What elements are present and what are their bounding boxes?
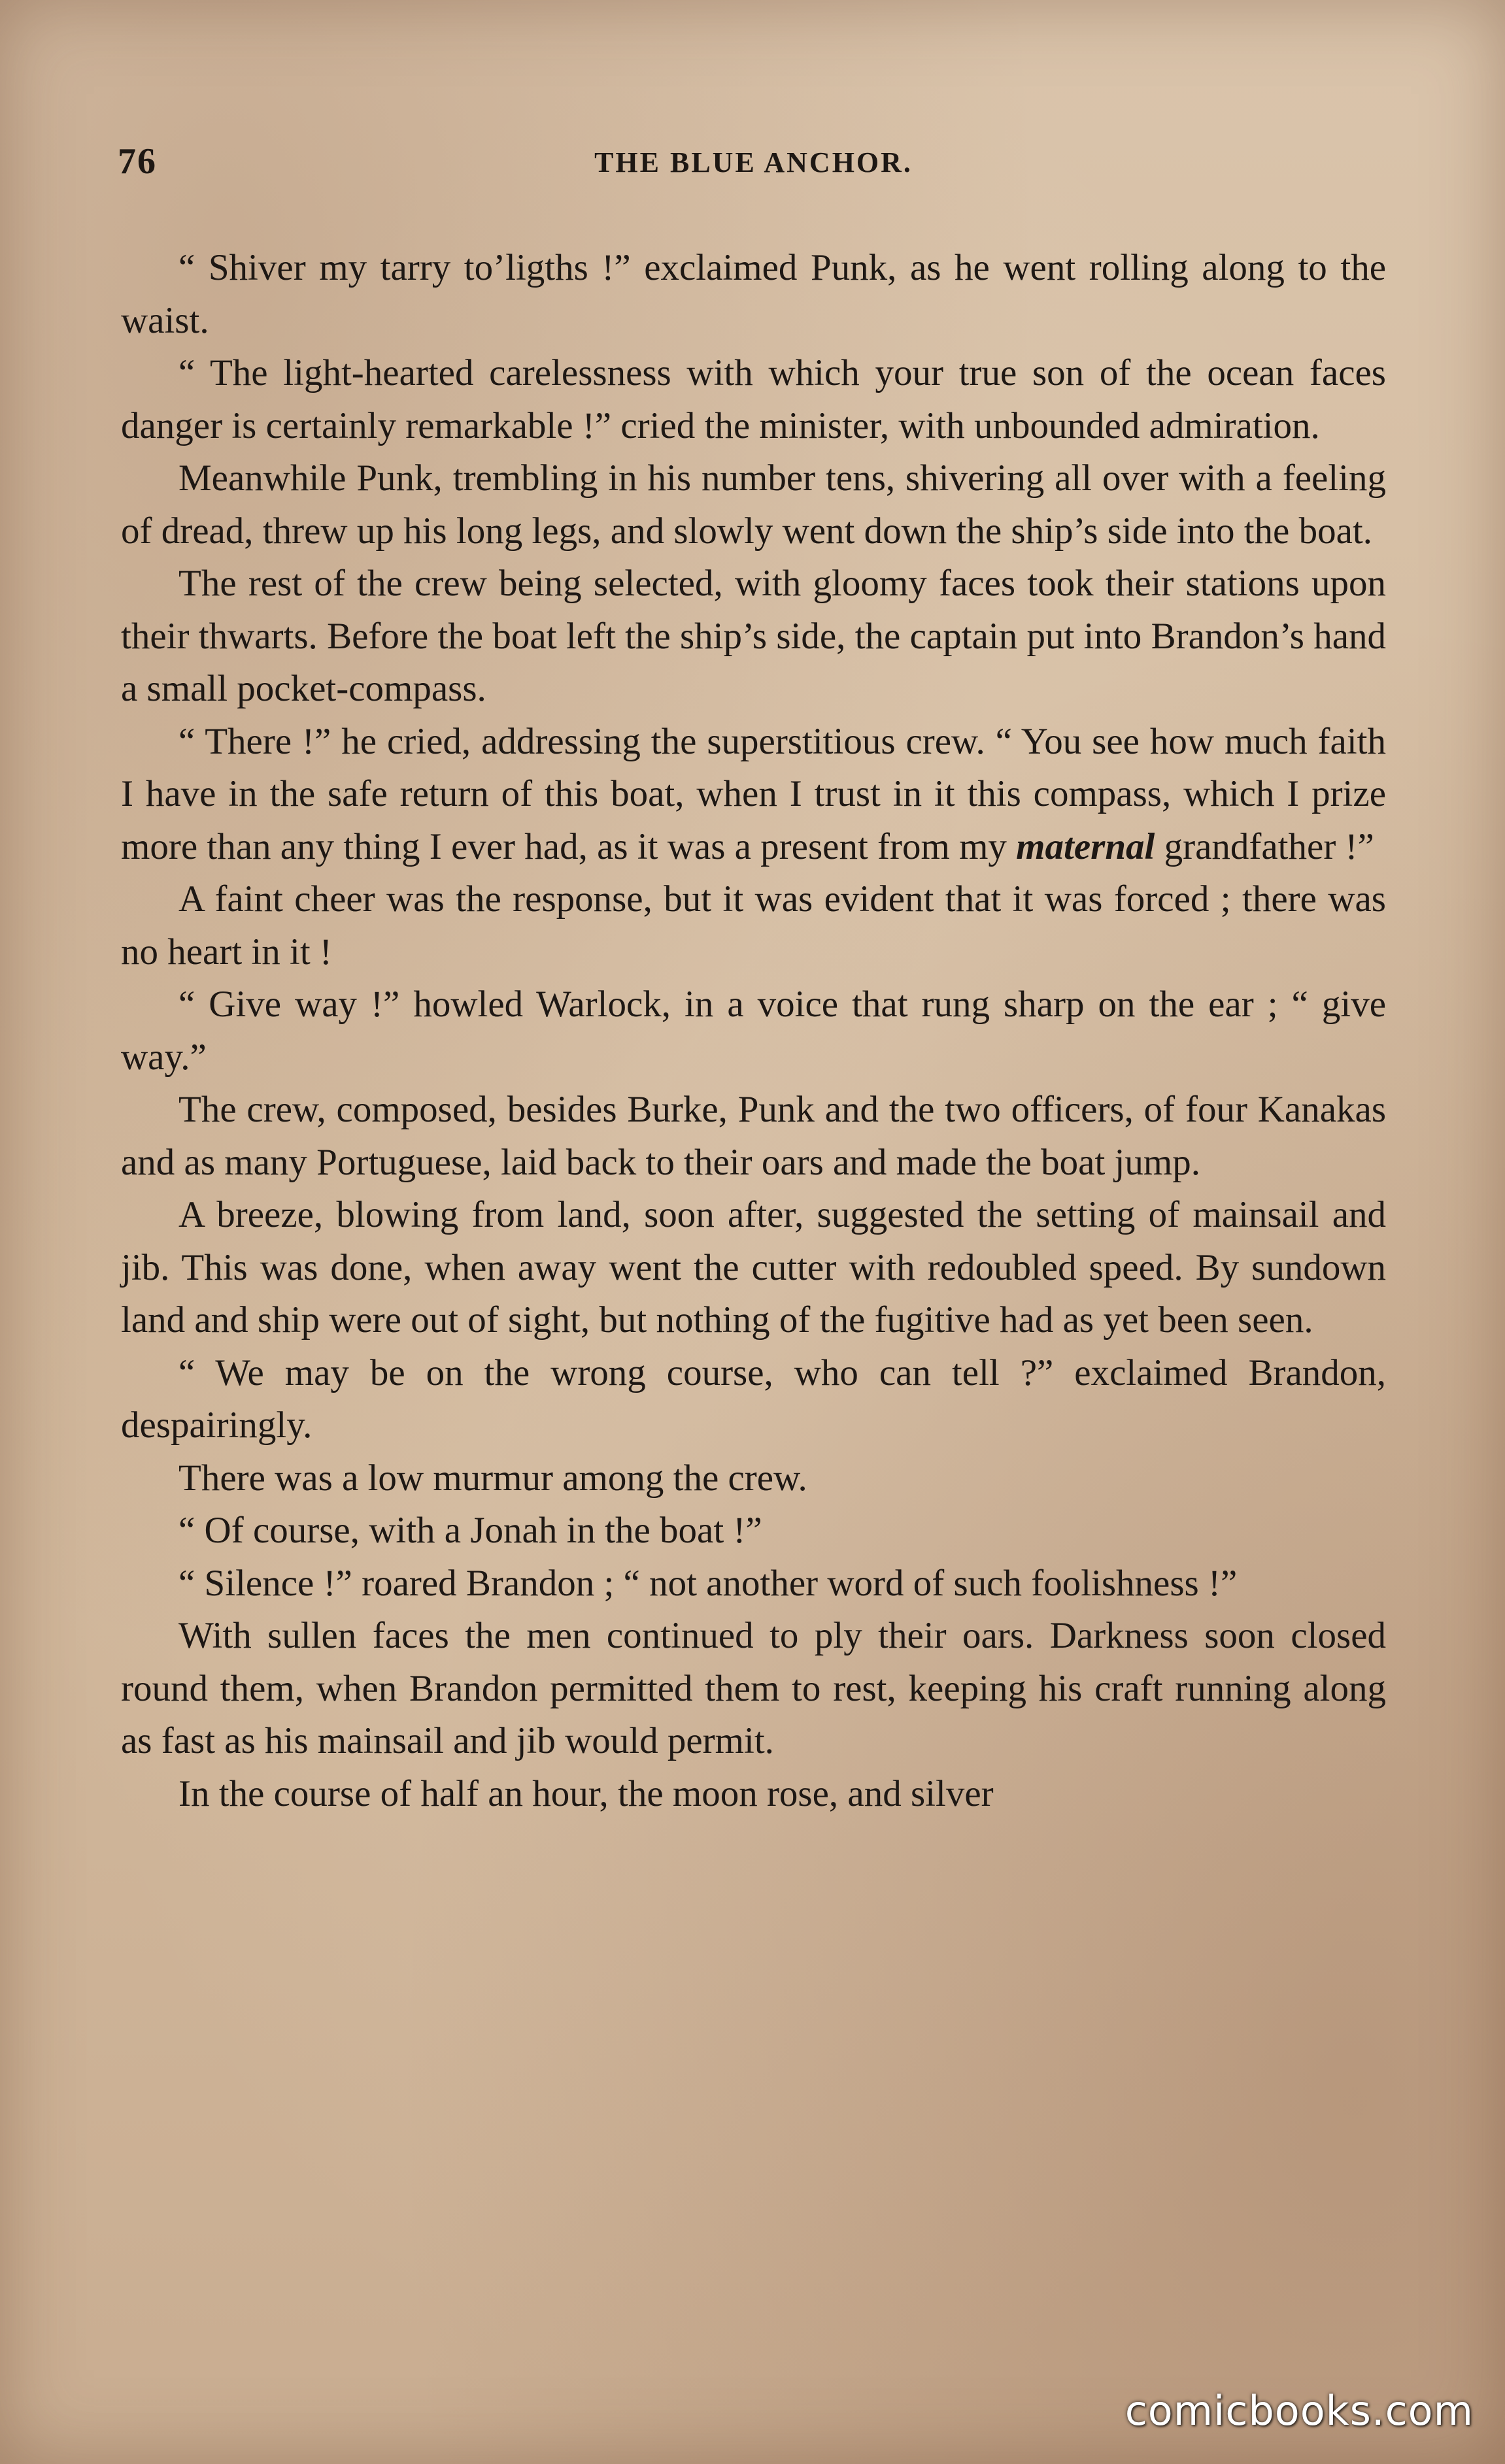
paragraph-text: grandfather !” <box>1155 825 1374 867</box>
page-number: 76 <box>118 141 157 182</box>
paragraph: The rest of the crew being selected, with gloomy faces took their stations upon their thwarts. Before the boat left the ship’s side, the captain put into Brandon’s hand a small pocket-compass. <box>121 563 1386 709</box>
paragraph: In the course of half an hour, the moon rose, and silver <box>178 1773 994 1814</box>
paragraph: With sullen faces the men continued to ply their oars. Darkness soon closed round them, when Brandon permitted them to rest, keeping his craft running along as fast as his mainsail and jib would permit. <box>121 1615 1386 1761</box>
paragraph: Meanwhile Punk, trembling in his number tens, shivering all over with a feeling of dread, threw up his long legs, and slowly went down the ship’s side into the boat. <box>121 458 1386 552</box>
paragraph: “ Silence !” roared Brandon ; “ not another word of such foolishness !” <box>178 1562 1238 1604</box>
paragraph: “ Give way !” howled Warlock, in a voice that rung sharp on the ear ; “ give way.” <box>121 984 1386 1078</box>
paragraph: “ The light-hearted carelessness with which your true son of the ocean faces danger is certainly remarkable !” cried the minister, with unbounded admiration. <box>121 352 1386 446</box>
paragraph-text: “ There !” he cried, addressing the superstitious crew. “ You see how much faith I have in the safe return of this boat, when I trust in it this compass, which I prize more than any thing I ever had, as it was a present from my <box>121 720 1386 867</box>
running-title: THE BLUE ANCHOR. <box>594 146 913 178</box>
emphasized-word: maternal <box>1016 825 1155 867</box>
page-header <box>118 141 1389 199</box>
paragraph: “ We may be on the wrong course, who can tell ?” exclaimed Brandon, despairingly. <box>121 1352 1386 1446</box>
body-text <box>121 242 1386 1820</box>
paragraph: “ Of course, with a Jonah in the boat !” <box>178 1510 762 1551</box>
paragraph: There was a low murmur among the crew. <box>178 1457 807 1499</box>
paragraph: A breeze, blowing from land, soon after, suggested the setting of mainsail and jib. This was done, when away went the cutter with redoubled speed. By sundown land and ship were out of sight, but nothing of the fugitive had as yet been seen. <box>121 1194 1386 1340</box>
watermark: comicbooks.com <box>1125 2387 1474 2435</box>
paragraph: “ Shiver my tarry to’ligths !” exclaimed Punk, as he went rolling along to the waist. <box>121 247 1386 341</box>
paragraph <box>121 716 1386 874</box>
paragraph: A faint cheer was the response, but it was evident that it was forced ; there was no heart in it ! <box>121 878 1386 973</box>
paragraph: The crew, composed, besides Burke, Punk and the two officers, of four Kanakas and as many Portuguese, laid back to their oars and made the boat jump. <box>121 1089 1386 1183</box>
